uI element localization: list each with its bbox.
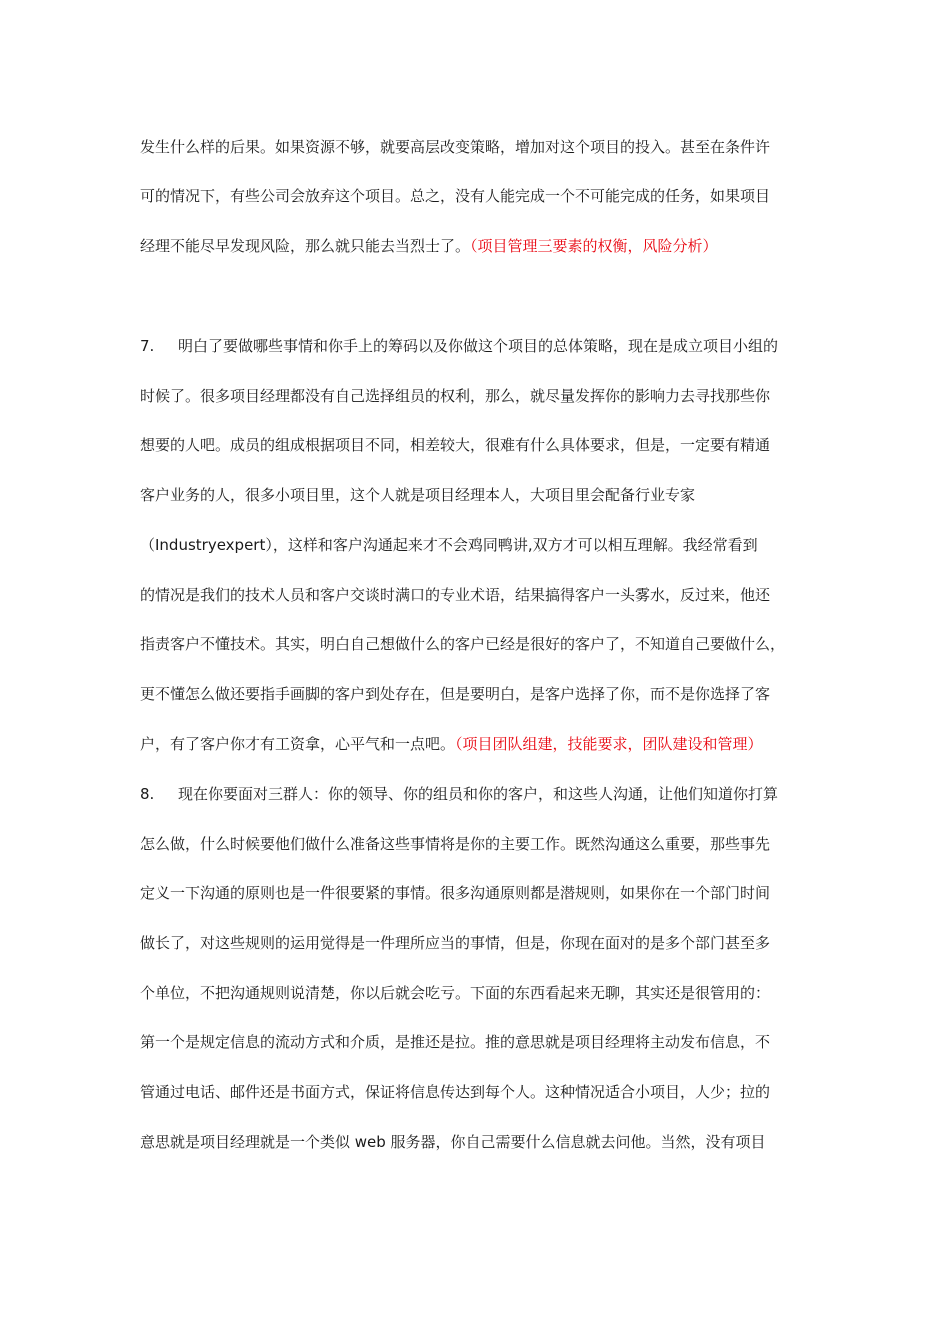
p7-line-2-text: 时候了。很多项目经理都没有自己选择组员的权利，那么，就尽量发挥你的影响力去寻找那些你: [140, 387, 771, 405]
p8-number: 8.: [140, 785, 155, 803]
p6-note: （项目管理三要素的权衡，风险分析）: [470, 237, 718, 255]
p8-line-3-text: 定义一下沟通的原则也是一件很要紧的事情。很多沟通原则都是潜规则，如果你在一个部门时间: [140, 884, 771, 902]
p8-line-4: [140, 933, 770, 953]
p8-line-5: [140, 983, 770, 1003]
p7-line-4: [140, 485, 695, 505]
p7-line-2: [140, 386, 770, 406]
p8-line-6-text: 第一个是规定信息的流动方式和介质，是推还是拉。推的意思就是项目经理将主动发布信息，不: [140, 1033, 771, 1051]
p8-line-2-text: 怎么做，什么时候要他们做什么准备这些事情将是你的主要工作。既然沟通这么重要，那些事先: [140, 835, 771, 853]
p8-line-1-text: 现在你要面对三群人：你的领导、你的组员和你的客户，和这些人沟通，让他们知道你打算: [178, 785, 779, 803]
p7-line-3: [140, 435, 770, 455]
p8-line-5-text: 个单位，不把沟通规则说清楚，你以后就会吃亏。下面的东西看起来无聊，其实还是很管用的：: [140, 984, 771, 1002]
p7-line-6-text: 的情况是我们的技术人员和客户交谈时满口的专业术语，结果搞得客户一头雾水，反过来，他还: [140, 586, 771, 604]
p7-line-6: [140, 585, 770, 605]
p8-line-8-text: 意思就是项目经理就是一个类似 web 服务器，你自己需要什么信息就去问他。当然，没有项目: [140, 1133, 766, 1151]
p7-line-7-text: 指责客户不懂技术。其实，明白自己想做什么的客户已经是很好的客户了，不知道自己要做什么，: [140, 635, 786, 653]
p8-line-7: [140, 1082, 770, 1102]
p6-line-3-text: 经理不能尽早发现风险，那么就只能去当烈士了。: [140, 237, 471, 255]
p7-line-4-text: 客户业务的人，很多小项目里，这个人就是项目经理本人，大项目里会配备行业专家: [140, 486, 696, 504]
p7-line-8-text: 更不懂怎么做还要指手画脚的客户到处存在，但是要明白，是客户选择了你，而不是你选择了客: [140, 685, 771, 703]
p6-line-3: [140, 236, 718, 256]
p6-line-1-text: 发生什么样的后果。如果资源不够，就要高层改变策略，增加对这个项目的投入。甚至在条件许: [140, 138, 771, 156]
p8-line-7-text: 管通过电话、邮件还是书面方式，保证将信息传达到每个人。这种情况适合小项目，人少；拉的: [140, 1083, 771, 1101]
p7-line-9-text: 户，有了客户你才有工资拿，心平气和一点吧。: [140, 735, 456, 753]
p7-line-1-text: 明白了要做哪些事情和你手上的筹码以及你做这个项目的总体策略，现在是成立项目小组的: [178, 337, 779, 355]
p6-line-1: [140, 137, 770, 157]
p7-line-3-text: 想要的人吧。成员的组成根据项目不同，相差较大，很难有什么具体要求，但是，一定要有精通: [140, 436, 771, 454]
p7-number: 7.: [140, 337, 155, 355]
p7-note: （项目团队组建，技能要求，团队建设和管理）: [455, 735, 763, 753]
p8-line-1: [140, 784, 778, 804]
p8-line-8: [140, 1132, 766, 1152]
p7-line-9: [140, 734, 763, 754]
p6-line-2-text: 可的情况下，有些公司会放弃这个项目。总之，没有人能完成一个不可能完成的任务，如果项目: [140, 187, 771, 205]
p7-line-1: [140, 336, 778, 356]
p8-line-6: [140, 1032, 770, 1052]
p8-line-4-text: 做长了，对这些规则的运用觉得是一件理所应当的事情，但是，你现在面对的是多个部门甚至多: [140, 934, 771, 952]
p8-line-2: [140, 834, 770, 854]
p7-line-7: [140, 634, 785, 654]
p7-line-8: [140, 684, 770, 704]
p6-line-2: [140, 186, 770, 206]
p8-line-3: [140, 883, 770, 903]
p7-line-5-text: （Industryexpert），这样和客户沟通起来才不会鸡同鸭讲,双方才可以相互理解。我经常看到: [140, 536, 758, 554]
p7-line-5: [140, 535, 758, 555]
